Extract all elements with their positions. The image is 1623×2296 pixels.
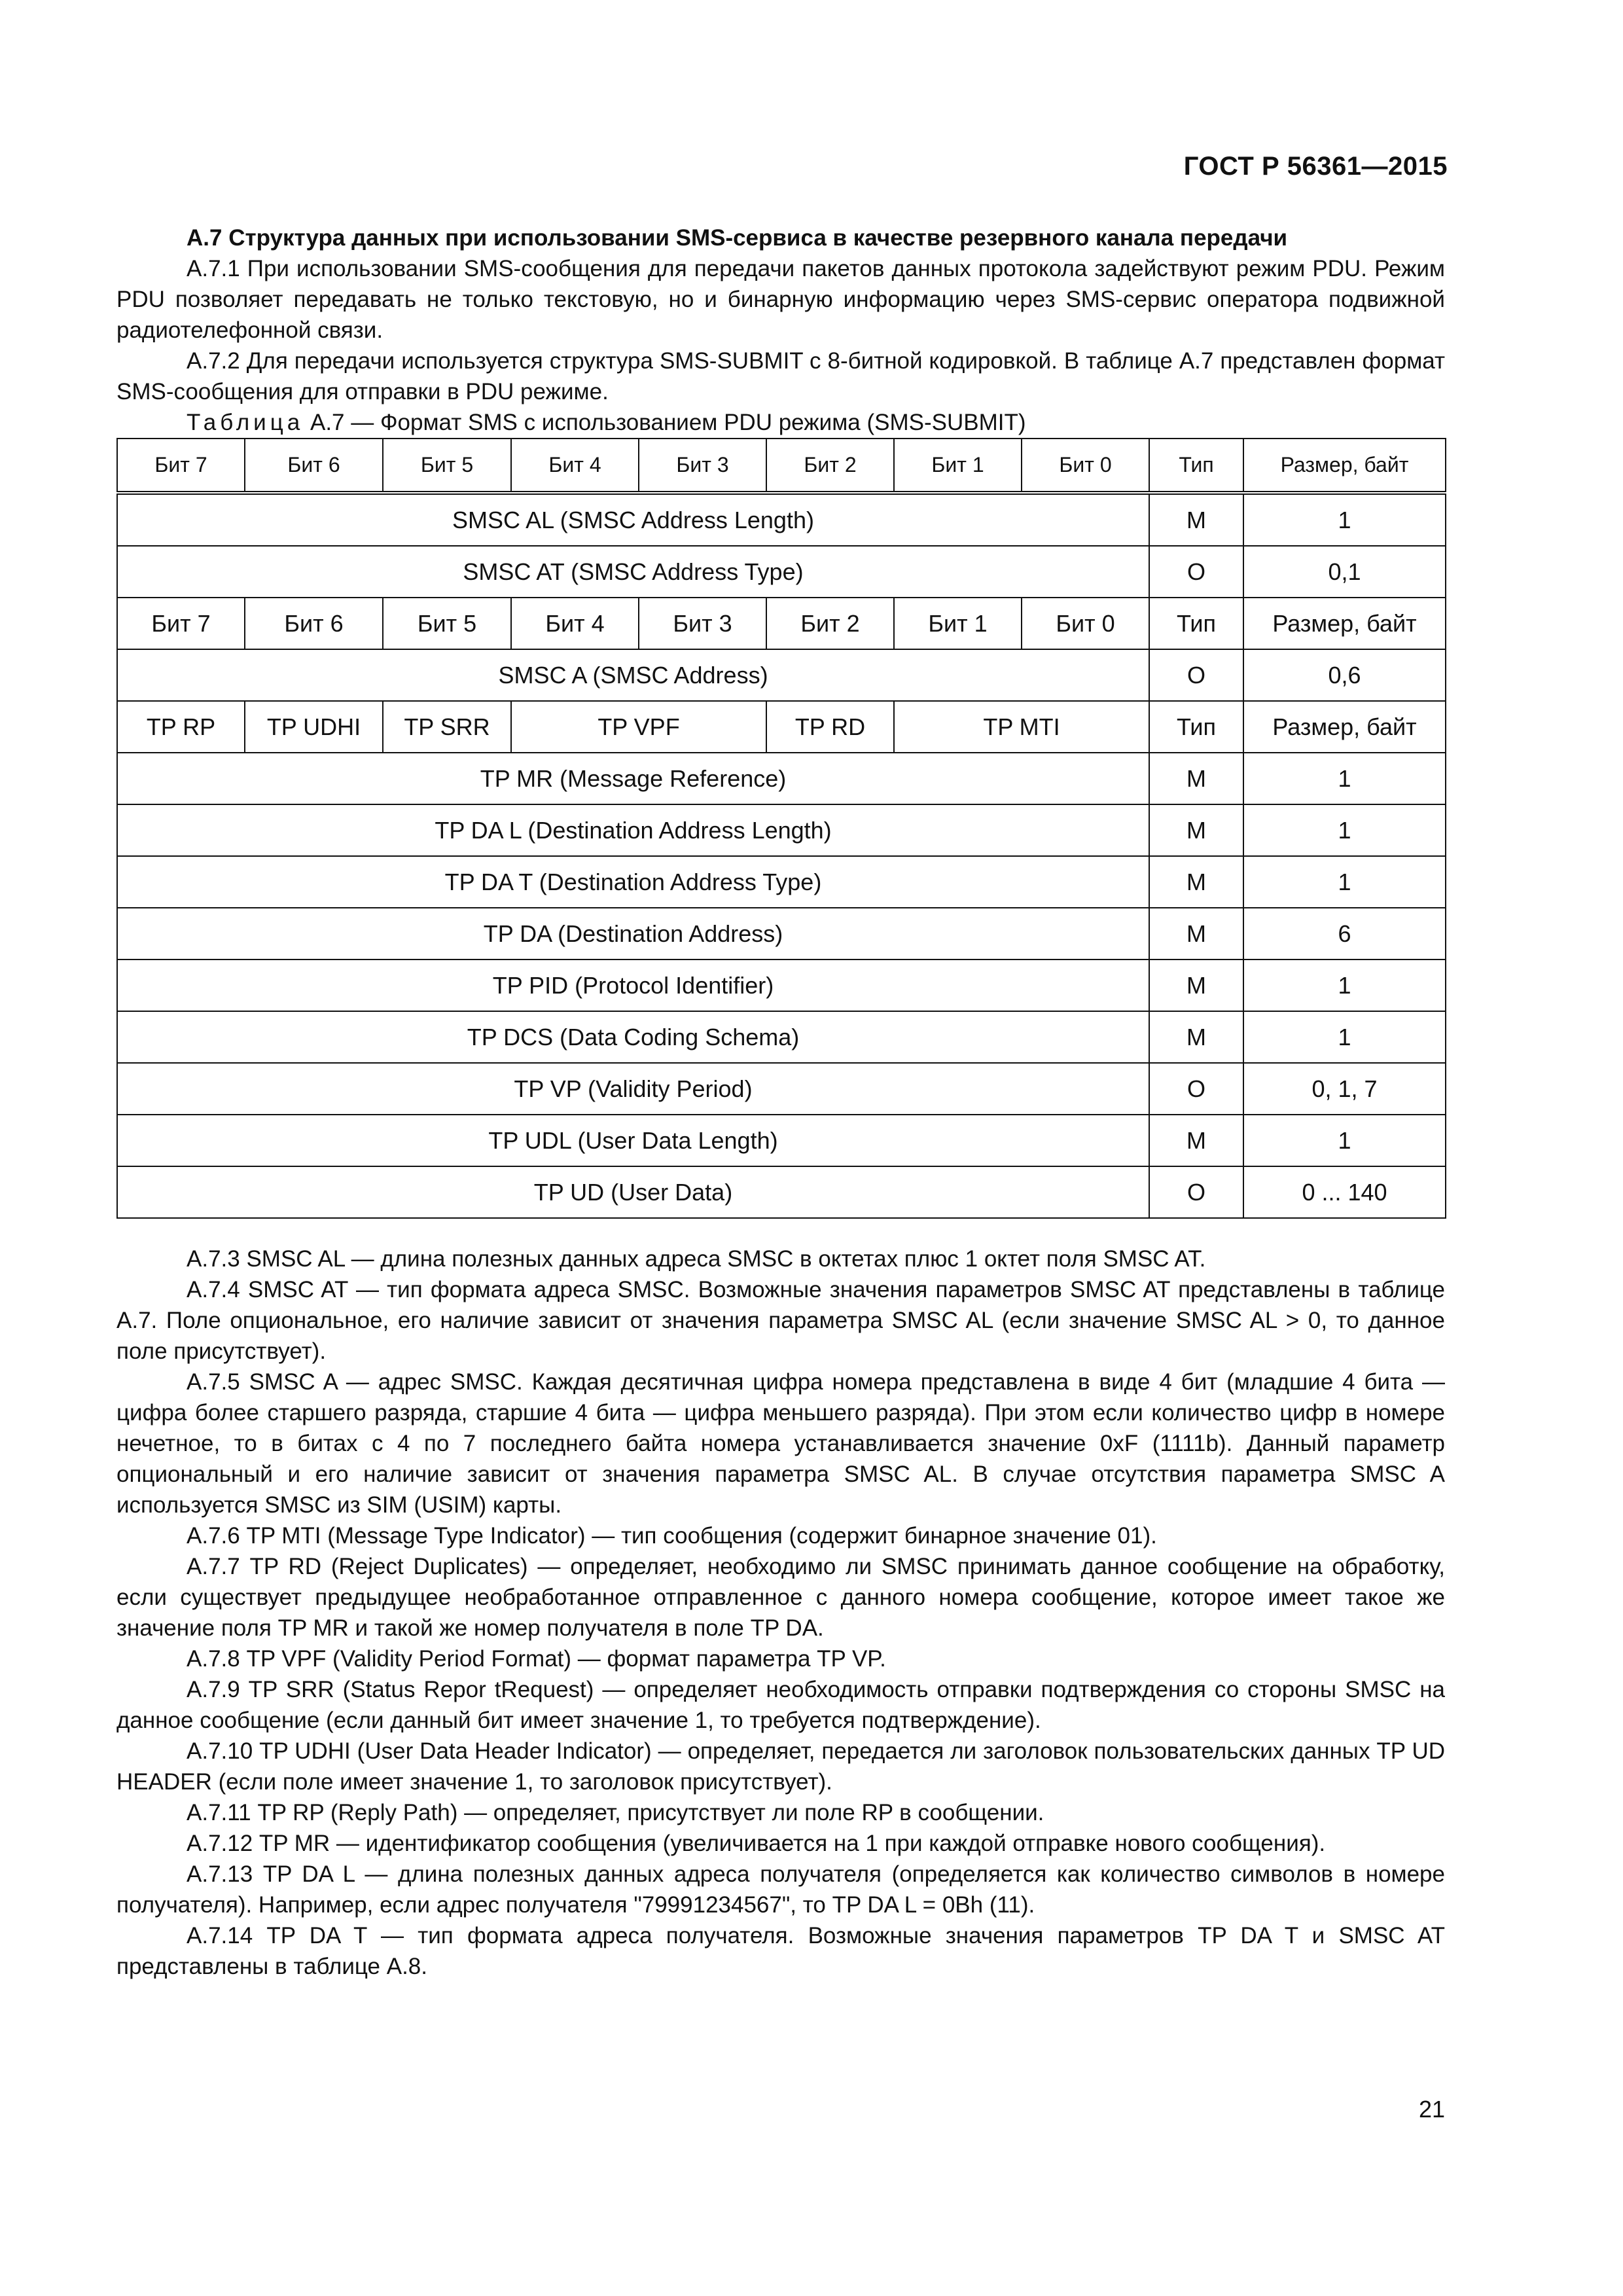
- table-caption: [116, 407, 1445, 438]
- type-cell: M: [1149, 908, 1243, 960]
- document-number: ГОСТ Р 56361—2015: [1183, 152, 1448, 181]
- type-cell: O: [1149, 1063, 1243, 1115]
- header-cell: Бит 5: [383, 439, 511, 493]
- table-row: [117, 804, 1446, 856]
- paragraph: А.7.14 TP DA T — тип формата адреса получателя. Возможные значения параметров TP DA T и SMSC AT представлены в таблице А.8.: [116, 1923, 1445, 1979]
- field-cell: SMSC AL (SMSC Address Length): [117, 493, 1149, 546]
- field-cell: TP UDL (User Data Length): [117, 1115, 1149, 1166]
- size-cell: 0,6: [1243, 649, 1446, 701]
- field-cell: TP DCS (Data Coding Schema): [117, 1011, 1149, 1063]
- paragraph: А.7.9 TP SRR (Status Repor tRequest) — определяет необходимость отправки подтверждения со стороны SMSC на данное сообщение (если данный бит имеет значение 1, то требуется подтверждение).: [116, 1677, 1445, 1733]
- type-cell: M: [1149, 753, 1243, 804]
- table-caption-text: А.7 — Формат SMS с использованием PDU режима (SMS-SUBMIT): [310, 410, 1026, 435]
- size-cell: Размер, байт: [1243, 701, 1446, 753]
- field-cell: TP PID (Protocol Identifier): [117, 960, 1149, 1011]
- field-cell: TP VP (Validity Period): [117, 1063, 1149, 1115]
- table-row-flags: [117, 701, 1446, 753]
- size-cell: 0,1: [1243, 546, 1446, 598]
- size-cell: Размер, байт: [1243, 598, 1446, 649]
- table-row: [117, 546, 1446, 598]
- table-row: [117, 1063, 1446, 1115]
- paragraph: А.7.11 TP RP (Reply Path) — определяет, присутствует ли поле RP в сообщении.: [187, 1800, 1044, 1825]
- header-cell: Бит 7: [117, 439, 245, 493]
- table-row: [117, 908, 1446, 960]
- flag-cell: TP MTI: [894, 701, 1149, 753]
- size-cell: 1: [1243, 804, 1446, 856]
- type-cell: M: [1149, 1011, 1243, 1063]
- table-row: [117, 1166, 1446, 1218]
- type-cell: M: [1149, 493, 1243, 546]
- flag-cell: TP RD: [766, 701, 894, 753]
- flag-cell: TP RP: [117, 701, 245, 753]
- table-row: [117, 649, 1446, 701]
- bit-cell: Бит 7: [117, 598, 245, 649]
- header-cell: Бит 2: [766, 439, 894, 493]
- header-cell: Бит 6: [245, 439, 383, 493]
- paragraph: А.7.8 TP VPF (Validity Period Format) — формат параметра TP VP.: [187, 1646, 886, 1672]
- sms-format-table: [116, 438, 1446, 1219]
- flag-cell: TP SRR: [383, 701, 511, 753]
- field-cell: TP DA T (Destination Address Type): [117, 856, 1149, 908]
- type-cell: O: [1149, 649, 1243, 701]
- table-row: [117, 493, 1446, 546]
- flag-cell: TP UDHI: [245, 701, 383, 753]
- type-cell: O: [1149, 1166, 1243, 1218]
- paragraph: А.7.2 Для передачи используется структура SMS-SUBMIT с 8-битной кодировкой. В таблице А.7 представлен формат SMS-сообщения для отправки в PDU режиме.: [116, 348, 1445, 404]
- flag-cell: TP VPF: [511, 701, 766, 753]
- paragraph: А.7.5 SMSC A — адрес SMSC. Каждая десятичная цифра номера представлена в виде 4 бит (младшие 4 бита — цифра более старшего разряда, старшие 4 бита — цифра меньшего разряда). При этом если количество цифр в номере нечетное, то в битах с 4 по 7 последнего байта номера устанавливается значение 0xF (1111b). Данный параметр опциональный и его наличие зависит от значения параметра SMSC AL. В случае отсутствия параметра SMSC A используется SMSC из SIM (USIM) карты.: [116, 1369, 1445, 1518]
- size-cell: 1: [1243, 753, 1446, 804]
- field-cell: SMSC A (SMSC Address): [117, 649, 1149, 701]
- type-cell: Тип: [1149, 598, 1243, 649]
- paragraph: А.7.1 При использовании SMS-сообщения для передачи пакетов данных протокола задействуют режим PDU. Режим PDU позволяет передавать не только текстовую, но и бинарную информацию через SMS-сервис оператора подвижной радиотелефонной связи.: [116, 256, 1445, 343]
- field-cell: TP DA L (Destination Address Length): [117, 804, 1149, 856]
- table-row: [117, 1011, 1446, 1063]
- bit-cell: Бит 1: [894, 598, 1022, 649]
- header-cell: Бит 1: [894, 439, 1022, 493]
- bit-cell: Бит 5: [383, 598, 511, 649]
- header-cell: Размер, байт: [1243, 439, 1446, 493]
- paragraph: А.7.6 TP MTI (Message Type Indicator) — тип сообщения (содержит бинарное значение 01).: [187, 1523, 1157, 1549]
- field-cell: TP MR (Message Reference): [117, 753, 1149, 804]
- table-header-row: [117, 439, 1446, 493]
- bit-cell: Бит 2: [766, 598, 894, 649]
- bit-cell: Бит 0: [1022, 598, 1149, 649]
- field-cell: TP DA (Destination Address): [117, 908, 1149, 960]
- bit-cell: Бит 4: [511, 598, 639, 649]
- type-cell: Тип: [1149, 701, 1243, 753]
- size-cell: 1: [1243, 1011, 1446, 1063]
- table-row: [117, 960, 1446, 1011]
- paragraph: А.7.3 SMSC AL — длина полезных данных адреса SMSC в октетах плюс 1 октет поля SMSC AT.: [187, 1246, 1206, 1272]
- type-cell: O: [1149, 546, 1243, 598]
- size-cell: 0, 1, 7: [1243, 1063, 1446, 1115]
- size-cell: 6: [1243, 908, 1446, 960]
- type-cell: M: [1149, 960, 1243, 1011]
- size-cell: 1: [1243, 493, 1446, 546]
- type-cell: M: [1149, 856, 1243, 908]
- paragraph: А.7.4 SMSC AT — тип формата адреса SMSC. Возможные значения параметров SMSC AT представлены в таблице А.7. Поле опциональное, его наличие зависит от значения параметра SMSC AL (если значение SMSC AL > 0, то данное поле присутствует).: [116, 1277, 1445, 1364]
- table-row: [117, 856, 1446, 908]
- header-cell: Тип: [1149, 439, 1243, 493]
- header-cell: Бит 0: [1022, 439, 1149, 493]
- paragraph: А.7.10 TP UDHI (User Data Header Indicator) — определяет, передается ли заголовок пользовательских данных TP UD HEADER (если поле имеет значение 1, то заголовок присутствует).: [116, 1738, 1445, 1795]
- paragraph: А.7.13 TP DA L — длина полезных данных адреса получателя (определяется как количество символов в номере получателя). Например, если адрес получателя "79991234567", то TP DA L = 0Bh (11).: [116, 1861, 1445, 1918]
- table-caption-label: Таблица: [187, 410, 304, 435]
- size-cell: 1: [1243, 1115, 1446, 1166]
- paragraph: А.7.7 TP RD (Reject Duplicates) — определяет, необходимо ли SMSC принимать данное сообщение на обработку, если существует предыдущее необработанное отправленное с данного номера сообщение, которое имеет такое же значение поля TP MR и такой же номер получателя в поле TP DA.: [116, 1554, 1445, 1641]
- table-row-bits: [117, 598, 1446, 649]
- size-cell: 1: [1243, 960, 1446, 1011]
- field-cell: SMSC AT (SMSC Address Type): [117, 546, 1149, 598]
- field-cell: TP UD (User Data): [117, 1166, 1149, 1218]
- bit-cell: Бит 3: [639, 598, 766, 649]
- size-cell: 1: [1243, 856, 1446, 908]
- header-cell: Бит 4: [511, 439, 639, 493]
- size-cell: 0 ... 140: [1243, 1166, 1446, 1218]
- section-title: А.7 Структура данных при использовании SMS-сервиса в качестве резервного канала передачи: [187, 225, 1288, 251]
- table-row: [117, 1115, 1446, 1166]
- bit-cell: Бит 6: [245, 598, 383, 649]
- table-row: [117, 753, 1446, 804]
- paragraph: А.7.12 TP MR — идентификатор сообщения (увеличивается на 1 при каждой отправке нового сообщения).: [187, 1831, 1326, 1856]
- type-cell: M: [1149, 1115, 1243, 1166]
- type-cell: M: [1149, 804, 1243, 856]
- header-cell: Бит 3: [639, 439, 766, 493]
- page-number: 21: [1418, 2096, 1445, 2123]
- page-content: [116, 223, 1445, 1982]
